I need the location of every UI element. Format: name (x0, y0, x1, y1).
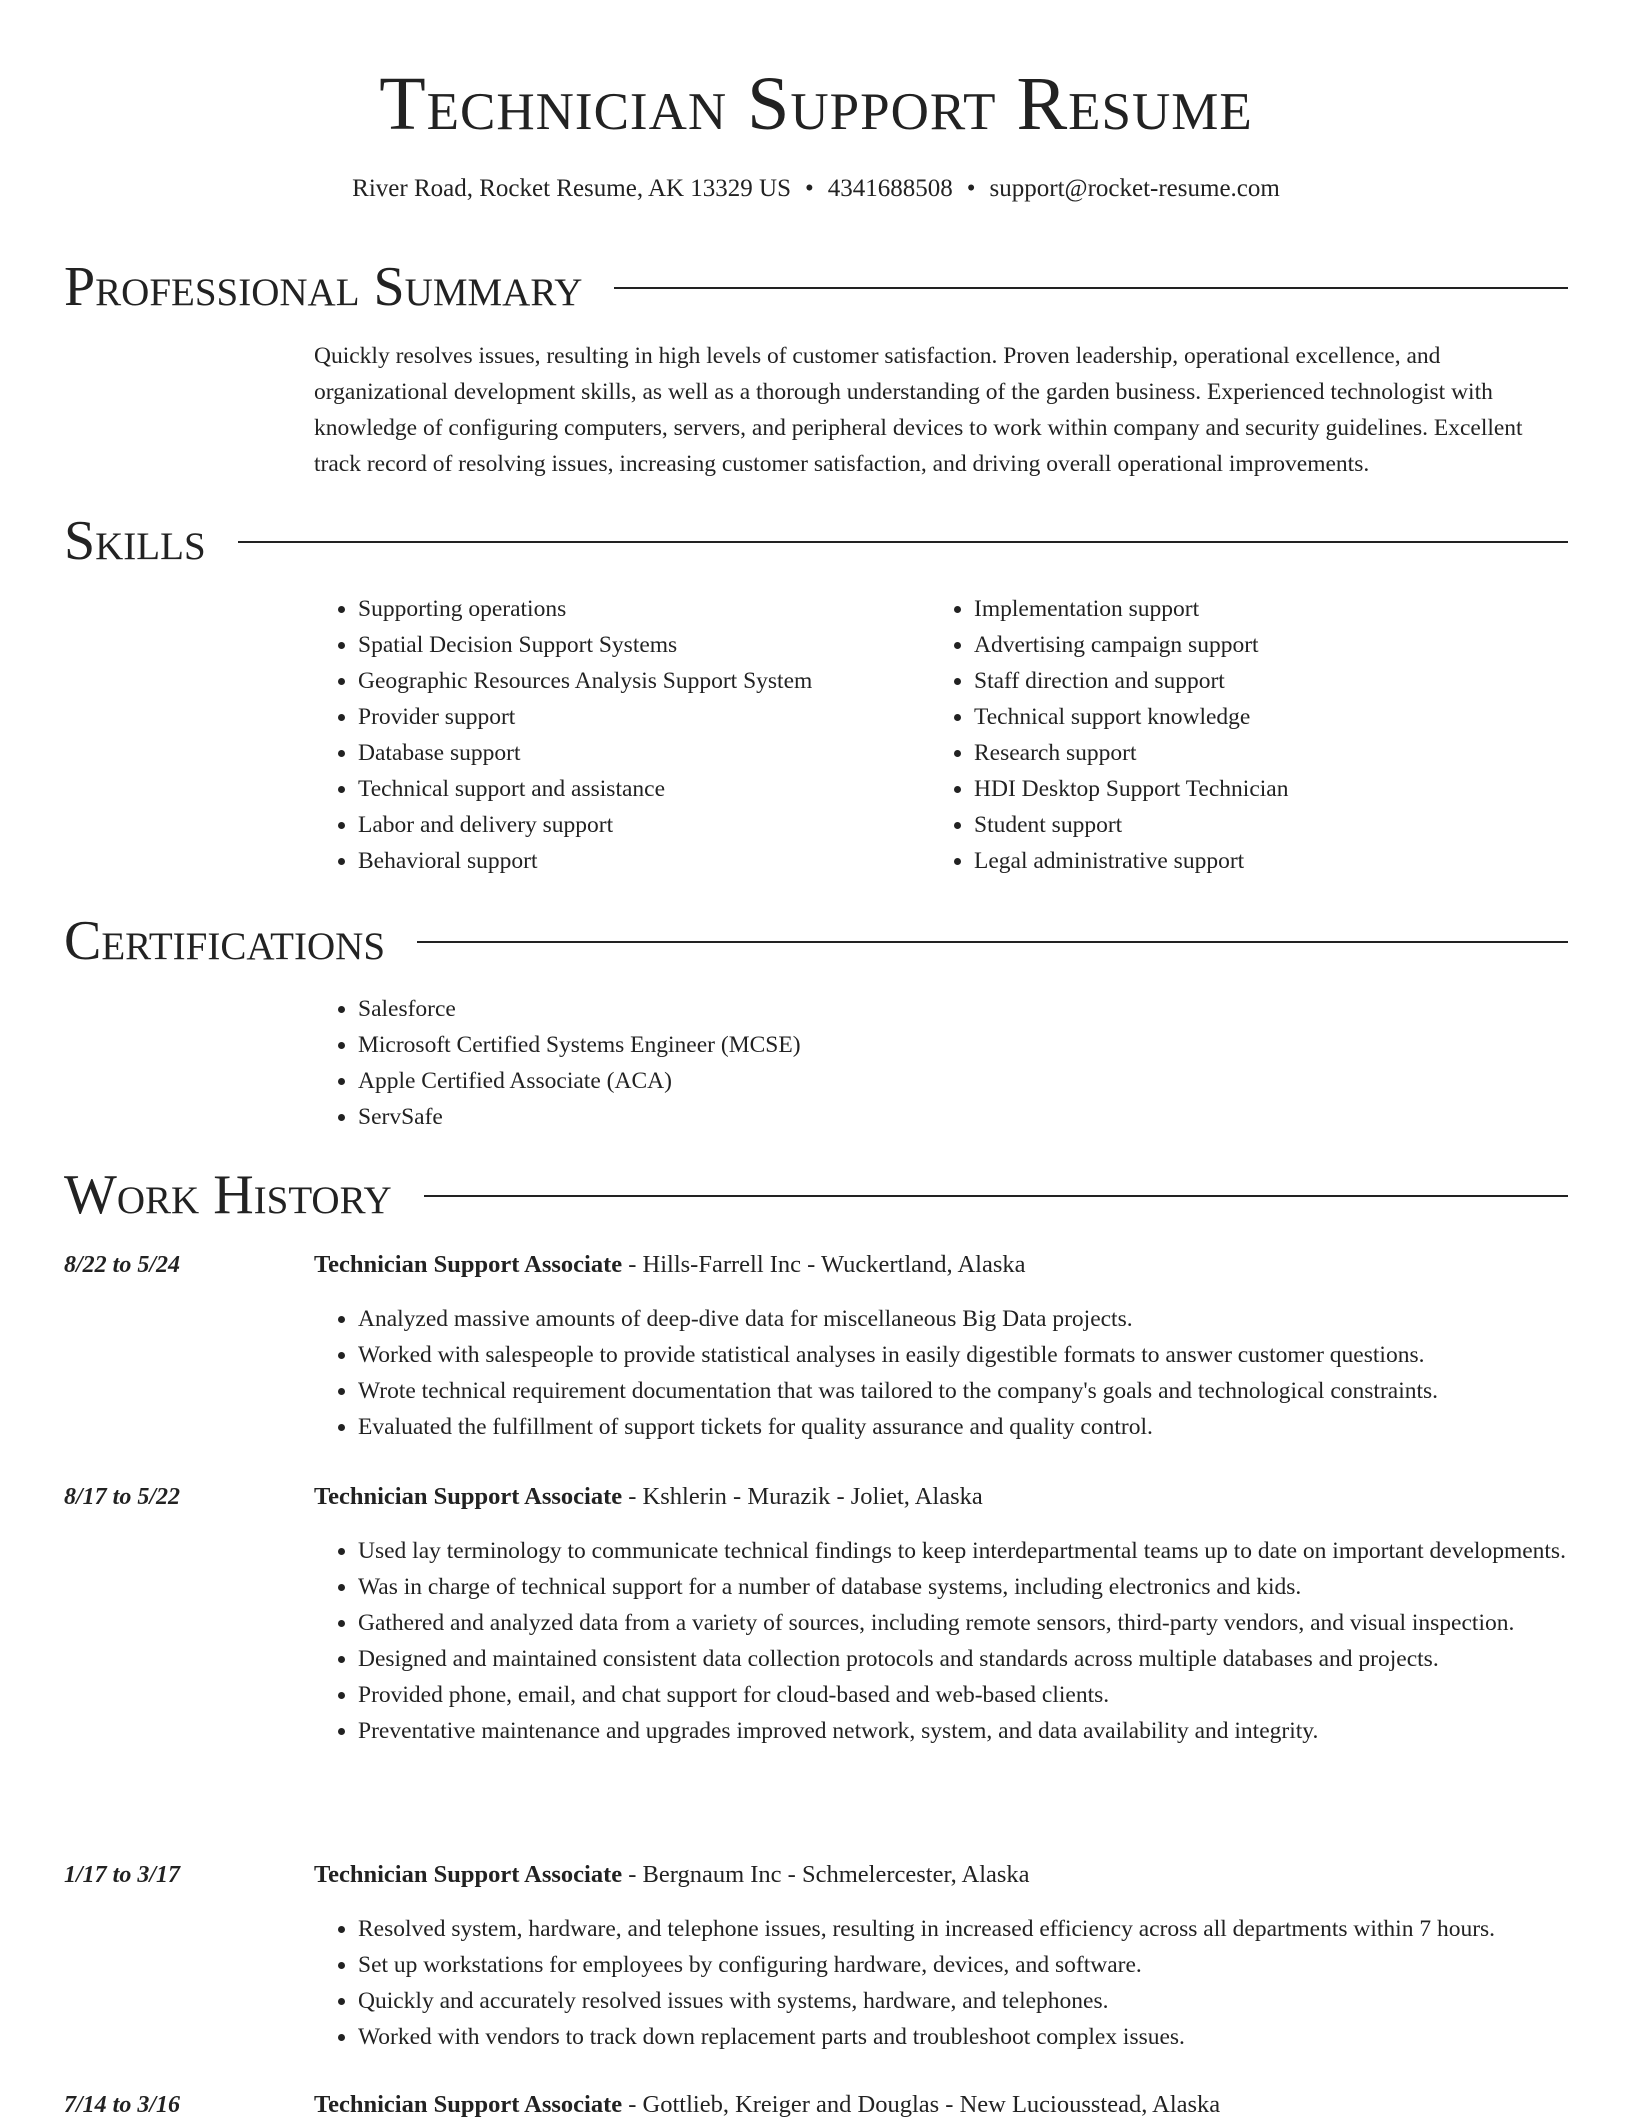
section-heading-skills: Skills (64, 510, 206, 572)
job-duty: • Quickly and accurately resolved issues with systems, hardware, and telephones. (358, 1983, 1570, 2019)
job-employer-location: - Kshlerin - Murazik - Joliet, Alaska (622, 1483, 983, 1510)
skill-item: • Supporting operations (358, 591, 958, 627)
job-role: Technician Support Associate (314, 1251, 623, 1278)
job-employer-location: - Bergnaum Inc - Schmelercester, Alaska (622, 1861, 1030, 1888)
skill-item: • Staff direction and support (974, 663, 1574, 699)
job-duty: • Gathered and analyzed data from a variety of sources, including remote sensors, third-party vendors, and visual inspection. (358, 1605, 1570, 1641)
skill-item: • Technical support knowledge (974, 699, 1574, 735)
job-duty: • Worked with vendors to track down replacement parts and troubleshoot complex issues. (358, 2019, 1570, 2055)
job-employer-location: - Hills-Farrell Inc - Wuckertland, Alaska (622, 1251, 1026, 1278)
job-duty: • Provided phone, email, and chat support for cloud-based and web-based clients. (358, 1677, 1570, 1713)
skill-item: • Research support (974, 735, 1574, 771)
job-dates: 7/14 to 3/16 (64, 2092, 181, 2118)
job-duty: • Analyzed massive amounts of deep-dive data for miscellaneous Big Data projects. (358, 1301, 1570, 1337)
job-dates: 1/17 to 3/17 (64, 1862, 181, 1888)
job-duty: • Resolved system, hardware, and telephone issues, resulting in increased efficiency across all departments within 7 hours. (358, 1911, 1570, 1947)
section-heading-summary: Professional Summary (64, 256, 583, 318)
section-work-header (64, 1160, 1568, 1230)
skill-item: • HDI Desktop Support Technician (974, 771, 1574, 807)
section-divider (614, 287, 1568, 289)
certification-item: • ServSafe (358, 1099, 1558, 1135)
skill-item: • Implementation support (974, 591, 1574, 627)
section-summary-header (64, 252, 1568, 322)
contact-line (0, 172, 1632, 206)
resume-title: Technician Support Resume (379, 62, 1253, 146)
section-certifications-header (64, 906, 1568, 976)
section-divider (417, 941, 1568, 943)
contact-phone: 4341688508 (827, 175, 953, 202)
contact-address: River Road, Rocket Resume, AK 13329 US (352, 175, 792, 202)
contact-separator: • (966, 175, 976, 202)
skills-list-left (314, 591, 958, 879)
skill-item: • Provider support (358, 699, 958, 735)
job-role: Technician Support Associate (314, 1483, 623, 1510)
certifications-list (314, 991, 1558, 1135)
section-divider (424, 1195, 1568, 1197)
job-duty: • Was in charge of technical support for a number of database systems, including electronics and kids. (358, 1569, 1570, 1605)
job-duty: • Wrote technical requirement documentation that was tailored to the company's goals and technological constraints. (358, 1373, 1570, 1409)
job-duty: • Used lay terminology to communicate technical findings to keep interdepartmental teams up to date on important developments. (358, 1533, 1570, 1569)
contact-email: support@rocket-resume.com (989, 175, 1280, 202)
job-duties-list (314, 1533, 1570, 1749)
section-heading-work-history: Work History (64, 1164, 392, 1226)
job-duty: • Set up workstations for employees by configuring hardware, devices, and software. (358, 1947, 1570, 1983)
skill-item: • Labor and delivery support (358, 807, 958, 843)
job-duty: • Evaluated the fulfillment of support tickets for quality assurance and quality control. (358, 1409, 1570, 1445)
job-role: Technician Support Associate (314, 1861, 623, 1888)
contact-separator: • (805, 175, 814, 202)
skill-item: • Database support (358, 735, 958, 771)
job-title-line (314, 1479, 1570, 1515)
skill-item: • Advertising campaign support (974, 627, 1574, 663)
certification-item: • Apple Certified Associate (ACA) (358, 1063, 1558, 1099)
certification-item: • Microsoft Certified Systems Engineer (MCSE) (358, 1027, 1558, 1063)
skills-list-right (930, 591, 1574, 879)
job-title-line (314, 1247, 1570, 1283)
skill-item: • Behavioral support (358, 843, 958, 879)
job-title-line (314, 2087, 1570, 2123)
skill-item: • Student support (974, 807, 1574, 843)
certification-item: • Salesforce (358, 991, 1558, 1027)
job-employer-location: - Gottlieb, Kreiger and Douglas - New Luciousstead, Alaska (622, 2091, 1221, 2118)
summary-text: Quickly resolves issues, resulting in high levels of customer satisfaction. Proven leadership, operational excellence, and organizational development skills, as well as a thorough understanding of the garden business. Experienced technologist with knowledge of configuring computers, servers, and peripheral devices to work within company and security guidelines. Excellent track record of resolving issues, increasing customer satisfaction, and driving overall operational improvements. (314, 343, 1523, 477)
job-duty: • Worked with salespeople to provide statistical analyses in easily digestible formats to answer customer questions. (358, 1337, 1570, 1373)
skill-item: • Geographic Resources Analysis Support System (358, 663, 958, 699)
job-duty: • Preventative maintenance and upgrades improved network, system, and data availability and integrity. (358, 1713, 1570, 1749)
job-title-line (314, 1857, 1570, 1893)
section-heading-certifications: Certifications (64, 910, 386, 972)
job-role: Technician Support Associate (314, 2091, 623, 2118)
section-skills-header (64, 506, 1568, 576)
job-duty: • Designed and maintained consistent data collection protocols and standards across multiple databases and projects. (358, 1641, 1570, 1677)
job-dates: 8/17 to 5/22 (64, 1484, 181, 1510)
section-divider (238, 541, 1568, 543)
job-duties-list (314, 1911, 1570, 2055)
skill-item: • Legal administrative support (974, 843, 1574, 879)
job-dates: 8/22 to 5/24 (64, 1252, 181, 1278)
job-duties-list (314, 1301, 1570, 1445)
skill-item: • Spatial Decision Support Systems (358, 627, 958, 663)
skill-item: • Technical support and assistance (358, 771, 958, 807)
